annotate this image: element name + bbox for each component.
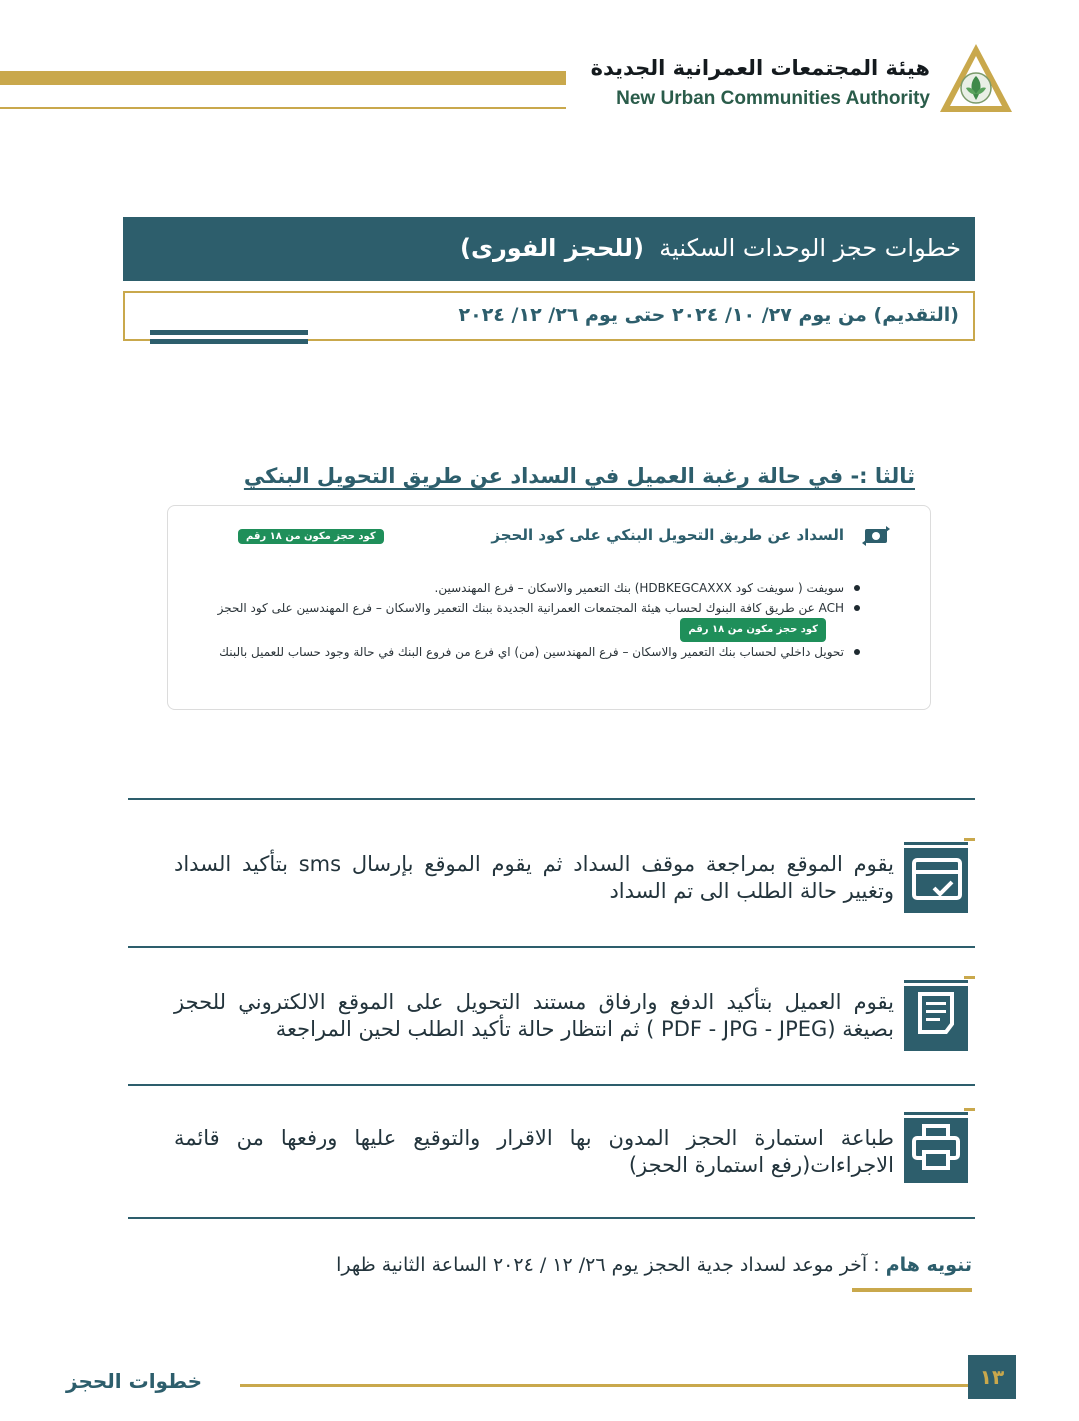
printer-icon <box>898 1108 975 1185</box>
org-name-english: New Urban Communities Authority <box>616 88 930 109</box>
list-item <box>208 598 858 642</box>
list-item <box>208 642 858 662</box>
divider <box>128 1084 975 1086</box>
divider <box>128 798 975 800</box>
bullet-text: سويفت ( سويفت كود HDBKEGCAXXX) بنك التعمير والاسكان – فرع المهندسين. <box>434 581 844 595</box>
bullet-text: ACH عن طريق كافة البنوك لحساب هيئة المجتمعات العمرانية الجديدة ببنك التعمير والاسكان – فرع المهندسين على كود الحجز <box>217 601 844 615</box>
date-accent-bar <box>150 339 308 344</box>
divider <box>128 1217 975 1219</box>
step-text: يقوم الموقع بمراجعة موقف السداد ثم يقوم الموقع بإرسال sms بتأكيد السداد وتغيير حالة الطلب الى تم السداد <box>174 852 894 903</box>
notice-underline <box>852 1288 972 1292</box>
header-gold-line <box>0 107 566 109</box>
section-heading: ثالثا :- في حالة رغبة العميل في السداد عن طريق التحويل البنكي <box>243 464 915 488</box>
important-notice <box>336 1254 972 1276</box>
receipt-document-icon <box>898 976 975 1053</box>
divider <box>128 946 975 948</box>
footer-line <box>240 1384 984 1387</box>
banner-title-prefix: خطوات حجز الوحدات السكنية <box>659 234 961 262</box>
code-badge: كود حجز مكون من ١٨ رقم <box>680 618 826 642</box>
payment-methods-list <box>208 578 858 662</box>
bullet-text: تحويل داخلي لحساب بنك التعمير والاسكان – فرع المهندسين (من) اي فرع من فروع البنك في حالة وجود حساب للعميل بالبنك <box>219 645 844 659</box>
page-number: ١٣ <box>968 1355 1016 1399</box>
date-accent-bar <box>150 330 308 335</box>
payment-confirmed-icon <box>898 838 975 915</box>
step-text: طباعة استمارة الحجز المدون بها الاقرار والتوقيع عليها ورفعها من قائمة الاجراءات(رفع استمارة الحجز) <box>174 1126 894 1177</box>
org-name-arabic: هيئة المجتمعات العمرانية الجديدة <box>590 56 930 80</box>
notice-text: : آخر موعد لسداد جدية الحجز يوم ٢٦/ ١٢ / ٢٠٢٤ الساعة الثانية ظهرا <box>336 1254 886 1276</box>
list-item <box>208 578 858 598</box>
bank-transfer-card <box>167 505 931 710</box>
title-banner <box>123 217 975 281</box>
step-text: يقوم العميل بتأكيد الدفع وارفاق مستند التحويل على الموقع الالكتروني للحجز بصيغة (PDF - JPG - JPEG ) ثم انتظار حالة تأكيد الطلب لحين المراجعة <box>174 990 894 1041</box>
banner-title-bold: (للحجز الفورى) <box>460 234 645 262</box>
money-transfer-icon <box>862 524 892 548</box>
card-title: السداد عن طريق التحويل البنكي على كود الحجز <box>491 526 844 544</box>
header-gold-bar <box>0 71 566 85</box>
nuca-logo-icon <box>936 40 1016 120</box>
notice-label: تنويه هام <box>885 1254 972 1276</box>
footer-title: خطوات الحجز <box>66 1369 202 1393</box>
banner-title <box>460 234 961 262</box>
application-dates: (التقديم) من يوم ٢٧/ ١٠/ ٢٠٢٤ حتى يوم ٢٦/ ١٢/ ٢٠٢٤ <box>458 304 959 326</box>
code-badge: كود حجز مكون من ١٨ رقم <box>238 529 384 544</box>
